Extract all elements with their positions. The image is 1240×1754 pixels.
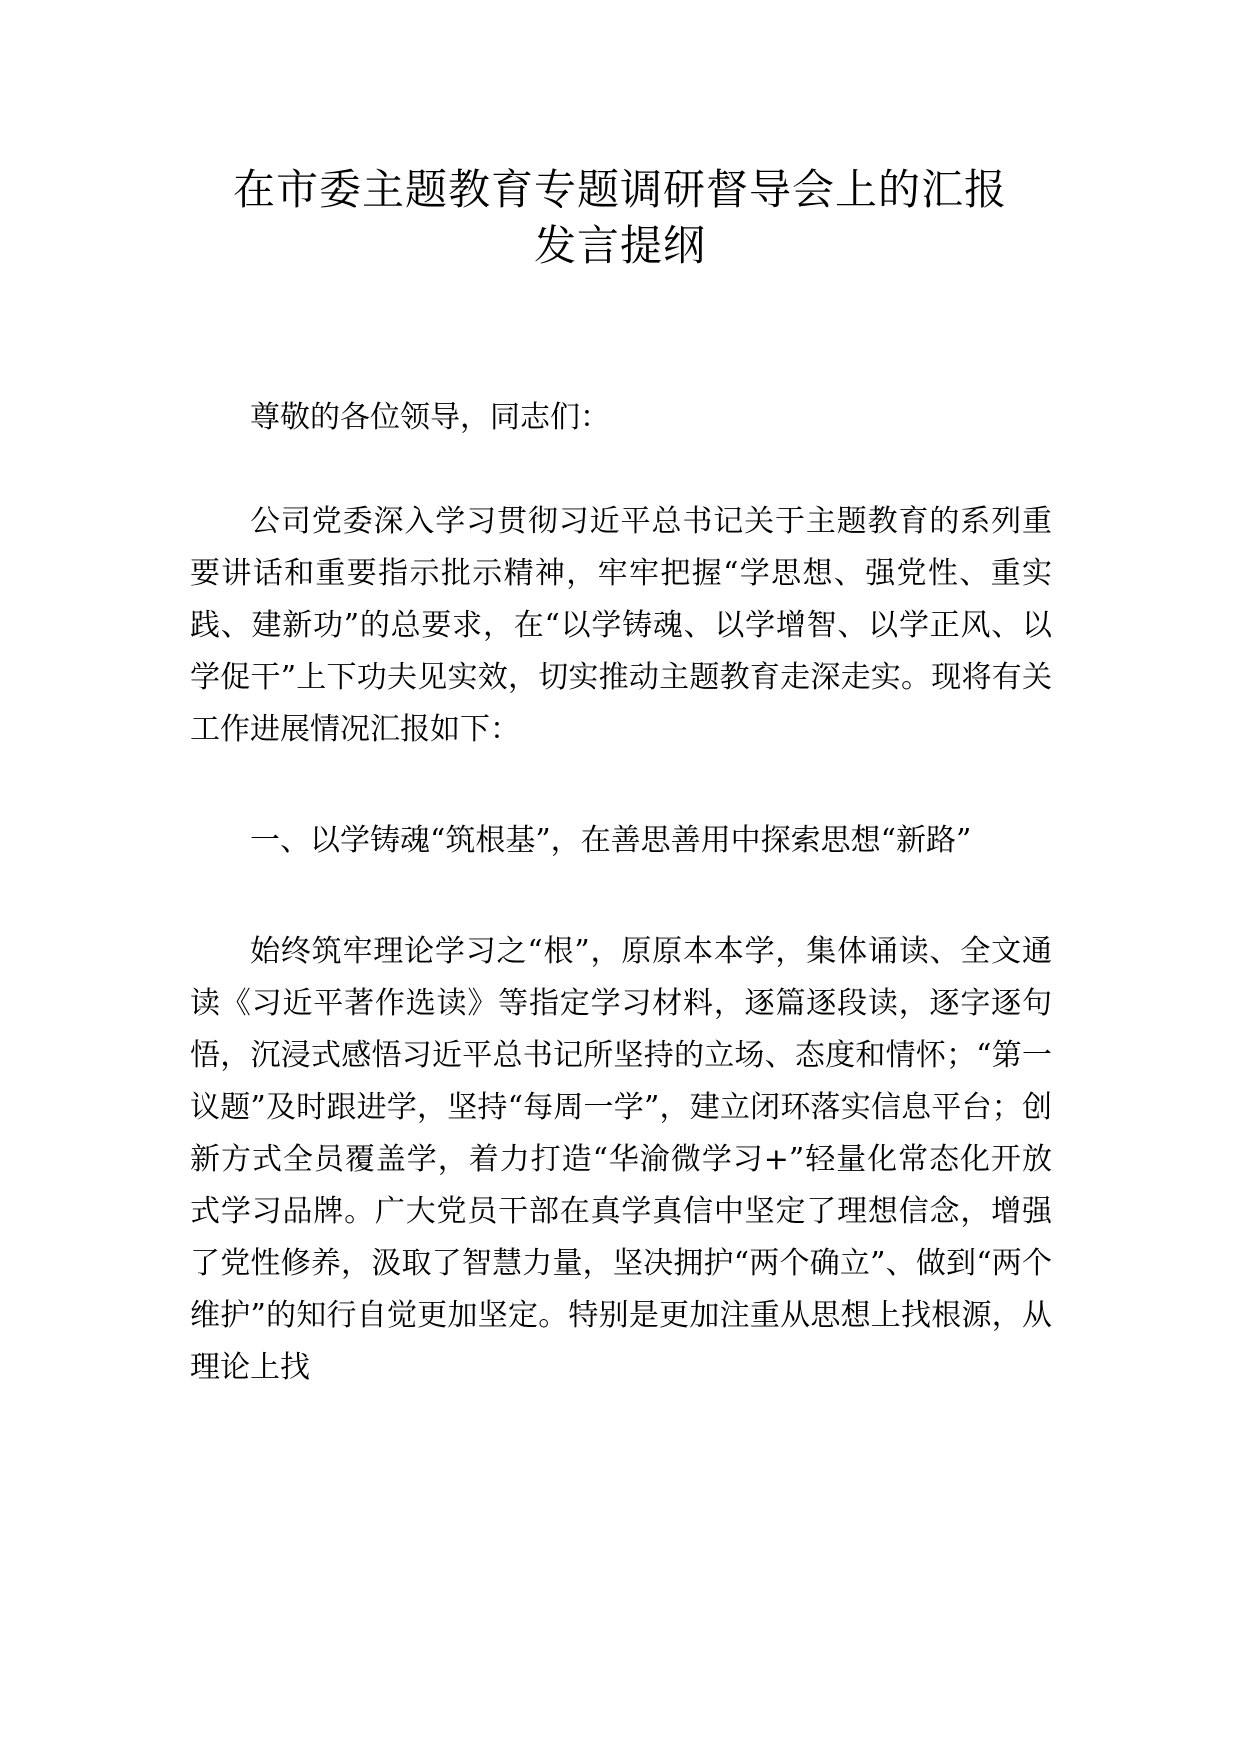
document-title — [150, 162, 1090, 274]
greeting-paragraph: 尊敬的各位领导，同志们： — [250, 400, 610, 435]
title-line-2: 发言提纲 — [533, 221, 706, 270]
section-1-paragraph: 始终筑牢理论学习之“根”，原原本本学，集体诵读、全文通读《习近平著作选读》等指定学习材料，逐篇逐段读，逐字逐句悟，沉浸式感悟习近平总书记所坚持的立场、态度和情怀；“第一议题”及时跟进学，坚持“每周一学”，建立闭环落实信息平台；创新方式全员覆盖学，着力打造“华渝微学习+”轻量化常态化开放式学习品牌。广大党员干部在真学真信中坚定了理想信念，增强了党性修养，汲取了智慧力量，坚决拥护“两个确立”、做到“两个维护”的知行自觉更加坚定。特别是更加注重从思想上找根源，从理论上找 — [190, 934, 1052, 1385]
title-line-1: 在市委主题教育专题调研督导会上的汇报 — [232, 165, 1007, 214]
section-1-heading: 一、以学铸魂“筑根基”，在善思善用中探索思想“新路” — [250, 823, 972, 858]
document-body — [190, 392, 1052, 1394]
intro-paragraph: 公司党委深入学习贯彻习近平总书记关于主题教育的系列重要讲话和重要指示批示精神，牢牢把握“学思想、强党性、重实践、建新功”的总要求，在“以学铸魂、以学增智、以学正风、以学促干”上下功夫见实效，切实推动主题教育走深走实。现将有关工作进展情况汇报如下： — [190, 504, 1052, 747]
